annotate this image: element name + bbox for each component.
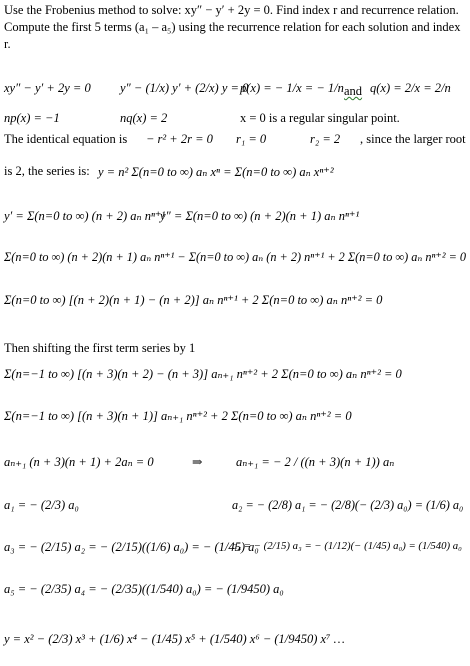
indicial-lead: The identical equation is: [4, 132, 128, 146]
term-a1: a₁ = − (2/3) a₀: [4, 498, 79, 512]
indicial-tail: , since the larger root: [360, 132, 466, 146]
singular-point-note: x = 0 is a regular singular point.: [240, 111, 400, 125]
shifted-equation: Σ(n=−1 to ∞) [(n + 3)(n + 2) − (n + 3)] aₙ₊₁ nⁿ⁺² + 2 Σ(n=0 to ∞) aₙ nⁿ⁺² = 0: [4, 367, 402, 381]
final-solution: y = x² − (2/3) x³ + (1/6) x⁴ − (1/45) x⁵ + (1/540) x⁶ − (1/9450) x⁷ …: [4, 632, 345, 646]
recurrence-lhs: aₙ₊₁ (n + 3)(n + 1) + 2aₙ = 0: [4, 455, 154, 469]
ode-equation: xy″ − y′ + 2y = 0: [4, 81, 91, 95]
term-a2: a₂ = − (2/8) a₁ = − (2/8)(− (2/3) a₀) = (1/6) a₀: [232, 498, 464, 512]
second-derivative: y″ = Σ(n=0 to ∞) (n + 2)(n + 1) aₙ nⁿ⁺¹: [160, 209, 360, 223]
recurrence-relation: aₙ₊₁ = − 2 / ((n + 3)(n + 1)) aₙ: [236, 455, 395, 469]
np-value: np(x) = −1: [4, 111, 60, 125]
shifted-equation-simplified: Σ(n=−1 to ∞) [(n + 3)(n + 1)] aₙ₊₁ nⁿ⁺² + 2 Σ(n=0 to ∞) aₙ nⁿ⁺² = 0: [4, 409, 352, 423]
p-of-x: p(x) = − 1/x = − 1/n: [240, 81, 344, 95]
term-a5: a₅ = − (2/35) a₄ = − (2/35)((1/540) a₀) = − (1/9450) a₀: [4, 582, 284, 596]
series-form: y = n² Σ(n=0 to ∞) aₙ xⁿ = Σ(n=0 to ∞) aₙ xⁿ⁺²: [98, 165, 334, 179]
root-r1: r₁ = 0: [236, 132, 267, 146]
indicial-equation: − r² + 2r = 0: [146, 132, 213, 146]
term-a4: a₄ = − (2/15) a₃ = − (1/12)(− (1/45) a₀) = (1/540) a₀: [232, 540, 462, 552]
shift-note: Then shifting the first term series by 1: [4, 341, 196, 355]
first-derivative: y′ = Σ(n=0 to ∞) (n + 2) aₙ nⁿ⁺¹: [4, 209, 166, 223]
term-a3: a₃ = − (2/15) a₂ = − (2/15)((1/6) a₀) = − (1/45) a₀: [4, 540, 259, 554]
combined-equation: Σ(n=0 to ∞) [(n + 2)(n + 1) − (n + 2)] aₙ nⁿ⁺¹ + 2 Σ(n=0 to ∞) aₙ nⁿ⁺² = 0: [4, 293, 383, 307]
root-r2: r₂ = 2: [310, 132, 341, 146]
series-lead: is 2, the series is:: [4, 164, 90, 178]
problem-statement: Use the Frobenius method to solve: xy″ − y′ + 2y = 0. Find index r and recurrence relation. Compute the first 5 terms (a₁ – a₅) using the recurrence relation for each solution and index r.: [4, 3, 461, 51]
implies-arrow: ⇒: [192, 455, 203, 469]
q-of-x: q(x) = 2/x = 2/n: [370, 81, 451, 95]
substituted-equation: Σ(n=0 to ∞) (n + 2)(n + 1) aₙ nⁿ⁺¹ − Σ(n=0 to ∞) aₙ (n + 2) nⁿ⁺¹ + 2 Σ(n=0 to ∞) aₙ nⁿ⁺² = 0: [4, 250, 467, 264]
normalized-equation: y″ − (1/x) y′ + (2/x) y = 0: [120, 81, 249, 95]
and-word: and: [344, 84, 363, 98]
nq-value: nq(x) = 2: [120, 111, 168, 125]
